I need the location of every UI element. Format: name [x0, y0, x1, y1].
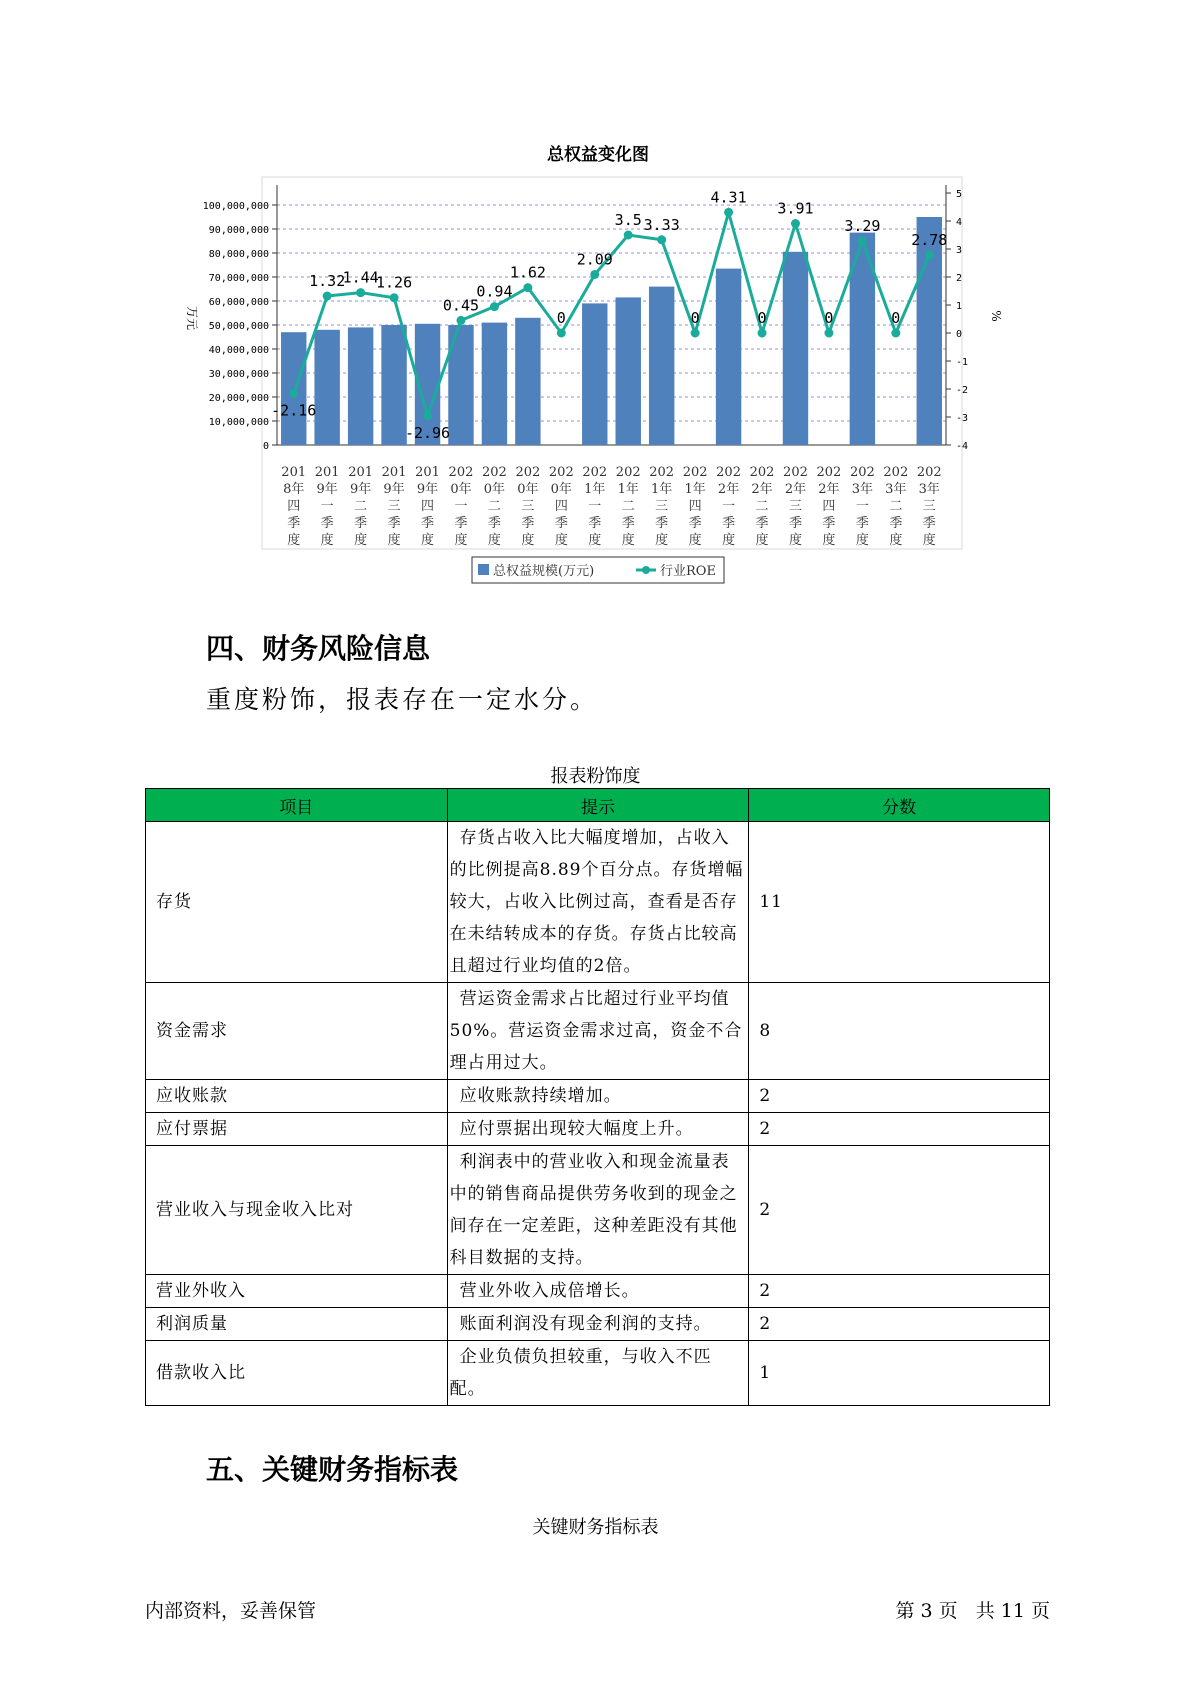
category-tick-label: 度	[855, 533, 869, 548]
row-score: 2	[749, 1113, 1050, 1146]
roe-point	[456, 316, 465, 325]
roe-data-label: 4.31	[710, 188, 747, 207]
roe-point	[423, 411, 432, 420]
category-tick-label: 季	[320, 516, 334, 531]
footer-page-number: 第 3 页 共 11 页	[895, 1600, 1050, 1622]
row-item: 存货	[146, 822, 448, 983]
category-tick-label: 202	[649, 465, 675, 480]
roe-point	[925, 251, 934, 260]
right-tick-label: -3	[956, 413, 969, 424]
left-tick-label: 90,000,000	[208, 225, 269, 236]
legend-bar-swatch	[478, 564, 489, 575]
left-tick-label: 80,000,000	[208, 249, 269, 260]
category-tick-label: 8年	[283, 482, 305, 497]
roe-point	[356, 288, 365, 297]
category-tick-label: 9年	[349, 482, 372, 497]
category-tick-label: 度	[889, 533, 903, 548]
category-tick-label: 度	[287, 533, 301, 548]
category-tick-label: 季	[655, 516, 669, 531]
roe-data-label: 1.26	[376, 273, 413, 292]
risk-table-header	[146, 789, 1050, 822]
category-tick-label: 9年	[383, 482, 405, 497]
roe-data-label: 0	[690, 309, 700, 327]
chart-title: 总权益变化图	[547, 145, 649, 165]
category-tick-label: 度	[755, 533, 769, 548]
category-tick-label: 季	[487, 516, 501, 531]
row-item: 应收账款	[146, 1080, 448, 1113]
row-hint: 营运资金需求占比超过行业平均值50%。营运资金需求过高，资金不合理占用过大。	[447, 983, 749, 1080]
legend-line-label: 行业ROE	[660, 564, 716, 579]
category-tick-label: 四	[421, 499, 435, 514]
row-score: 2	[749, 1308, 1050, 1341]
roe-data-label: -2.16	[271, 401, 317, 420]
category-tick-label: 四	[822, 499, 836, 514]
category-tick-label: 季	[855, 516, 869, 531]
category-tick-label: 1年	[651, 482, 673, 497]
table-row	[146, 1308, 1050, 1341]
row-score: 2	[749, 1275, 1050, 1308]
category-tick-label: 度	[320, 533, 334, 548]
category-tick-label: 度	[421, 533, 435, 548]
roe-point	[523, 283, 532, 292]
right-tick-label: 3	[956, 245, 963, 256]
category-tick-label: 201	[381, 465, 407, 480]
roe-data-label: -2.96	[404, 423, 451, 442]
bar	[716, 269, 741, 445]
left-tick-label: 20,000,000	[208, 393, 269, 404]
roe-data-label: 0	[824, 309, 834, 327]
category-tick-label: 季	[521, 516, 535, 531]
row-score: 1	[749, 1341, 1050, 1406]
category-tick-label: 季	[788, 516, 802, 531]
category-tick-label: 202	[783, 465, 808, 480]
risk-table-caption: 报表粉饰度	[550, 766, 641, 787]
category-tick-label: 3年	[851, 482, 874, 497]
roe-data-label: 3.91	[777, 199, 814, 218]
category-tick-label: 2年	[717, 482, 740, 497]
roe-point	[590, 270, 599, 279]
roe-data-label: 0.94	[476, 282, 513, 301]
right-tick-label: 0	[956, 329, 963, 340]
row-item: 营业外收入	[146, 1275, 448, 1308]
left-tick-label: 40,000,000	[208, 345, 269, 356]
section5-heading: 五、关键财务指标表	[206, 1453, 459, 1486]
category-tick-label: 季	[354, 516, 368, 531]
category-tick-label: 季	[922, 516, 936, 531]
left-tick-label: 100,000,000	[202, 201, 269, 212]
roe-point	[624, 231, 633, 240]
category-tick-label: 201	[281, 465, 307, 480]
roe-data-label: 1.62	[509, 263, 546, 282]
category-tick-label: 二	[487, 499, 501, 514]
category-tick-label: 201	[348, 465, 374, 480]
bar	[314, 330, 339, 445]
right-tick-label: 2	[956, 273, 963, 284]
category-tick-label: 度	[788, 533, 802, 548]
roe-point	[758, 329, 767, 338]
equity-chart	[0, 0, 1191, 600]
bar	[482, 323, 507, 445]
category-tick-label: 202	[849, 465, 875, 480]
roe-data-label: 1.32	[309, 272, 346, 291]
category-tick-label: 三	[387, 499, 401, 514]
category-tick-label: 季	[688, 516, 702, 531]
category-tick-label: 三	[655, 499, 669, 514]
category-tick-label: 季	[554, 516, 568, 531]
roe-data-label: 3.29	[844, 216, 881, 235]
row-hint: 存货占收入比大幅度增加，占收入的比例提高8.89个百分点。存货增幅较大，占收入比例过高，查看是否存在未结转成本的存货。存货占比较高且超过行业均值的2倍。	[447, 822, 749, 983]
roe-point	[289, 389, 298, 398]
row-hint: 企业负债负担较重，与收入不匹配。	[447, 1341, 749, 1406]
table-row	[146, 1341, 1050, 1406]
category-tick-label: 202	[515, 465, 541, 480]
category-tick-label: 2年	[784, 482, 807, 497]
category-tick-label: 季	[722, 516, 736, 531]
table-row	[146, 1080, 1050, 1113]
roe-data-label: 0	[891, 309, 901, 327]
row-item: 借款收入比	[146, 1341, 448, 1406]
category-tick-label: 一	[722, 499, 736, 514]
category-tick-label: 二	[755, 499, 769, 514]
roe-point	[657, 235, 666, 244]
category-tick-label: 202	[448, 465, 474, 480]
bar	[381, 325, 406, 445]
row-hint: 应付票据出现较大幅度上升。	[447, 1113, 749, 1146]
right-tick-label: 5	[956, 189, 963, 200]
category-tick-label: 二	[621, 499, 635, 514]
roe-point	[557, 329, 566, 338]
category-tick-label: 三	[922, 499, 936, 514]
roe-data-label: 1.44	[342, 268, 379, 287]
row-hint: 应收账款持续增加。	[447, 1080, 749, 1113]
right-tick-label: 1	[956, 301, 963, 312]
category-tick-label: 0年	[450, 482, 472, 497]
table-row	[146, 1113, 1050, 1146]
row-item: 应付票据	[146, 1113, 448, 1146]
category-tick-label: 202	[548, 465, 574, 480]
category-tick-label: 度	[588, 533, 602, 548]
left-axis-title: 万元	[185, 305, 199, 331]
row-item: 营业收入与现金收入比对	[146, 1146, 448, 1275]
roe-point	[390, 293, 399, 302]
category-tick-label: 度	[454, 533, 468, 548]
bar	[582, 303, 607, 445]
left-tick-label: 50,000,000	[208, 321, 269, 332]
bar	[281, 332, 306, 445]
category-tick-label: 9年	[416, 482, 439, 497]
roe-point	[490, 302, 499, 311]
table-row	[146, 1146, 1050, 1275]
category-tick-label: 三	[521, 499, 535, 514]
bar	[616, 297, 641, 445]
row-score: 11	[749, 822, 1050, 983]
row-item: 资金需求	[146, 983, 448, 1080]
roe-point	[691, 329, 700, 338]
table-row	[146, 822, 1050, 983]
category-tick-label: 四	[554, 499, 568, 514]
roe-point	[824, 329, 833, 338]
category-tick-label: 度	[922, 533, 936, 548]
table-row	[146, 983, 1050, 1080]
row-hint: 账面利润没有现金利润的支持。	[447, 1308, 749, 1341]
category-tick-label: 202	[716, 465, 741, 480]
category-tick-label: 2年	[818, 482, 840, 497]
category-tick-label: 度	[487, 533, 501, 548]
roe-data-label: 0	[757, 309, 767, 327]
footer-left: 内部资料，妥善保管	[145, 1600, 317, 1622]
category-tick-label: 202	[682, 465, 708, 480]
category-tick-label: 季	[454, 516, 468, 531]
right-tick-label: -1	[956, 357, 969, 368]
right-axis-title: %	[989, 310, 1003, 322]
category-tick-label: 季	[421, 516, 435, 531]
category-tick-label: 9年	[316, 482, 338, 497]
roe-data-label: 3.33	[643, 215, 680, 234]
category-tick-label: 1年	[584, 482, 606, 497]
section4-heading: 四、财务风险信息	[206, 632, 431, 665]
left-tick-label: 10,000,000	[208, 417, 269, 428]
category-tick-label: 0年	[517, 482, 539, 497]
left-tick-label: 60,000,000	[208, 297, 269, 308]
header-hint: 提示	[447, 789, 749, 822]
category-tick-label: 202	[482, 465, 507, 480]
category-tick-label: 一	[454, 499, 468, 514]
row-score: 8	[749, 983, 1050, 1080]
category-tick-label: 度	[822, 533, 836, 548]
category-tick-label: 季	[889, 516, 903, 531]
category-tick-label: 202	[749, 465, 775, 480]
category-tick-label: 201	[415, 465, 440, 480]
category-tick-label: 季	[755, 516, 769, 531]
roe-data-label: 3.5	[614, 211, 642, 229]
category-tick-label: 度	[554, 533, 568, 548]
bar	[515, 318, 540, 445]
category-tick-label: 202	[615, 465, 641, 480]
header-item: 项目	[146, 789, 448, 822]
roe-data-label: 0	[556, 309, 566, 327]
category-tick-label: 3年	[918, 482, 940, 497]
category-tick-label: 度	[621, 533, 635, 548]
category-tick-label: 0年	[483, 482, 506, 497]
left-tick-label: 70,000,000	[208, 273, 269, 284]
category-tick-label: 四	[688, 499, 702, 514]
key-table-caption: 关键财务指标表	[532, 1517, 659, 1538]
category-tick-label: 0年	[550, 482, 572, 497]
category-tick-label: 度	[688, 533, 702, 548]
category-tick-label: 一	[588, 499, 602, 514]
legend-bar-label: 总权益规模(万元)	[493, 564, 595, 579]
category-tick-label: 201	[314, 465, 340, 480]
right-tick-label: 4	[956, 217, 963, 228]
roe-point	[891, 329, 900, 338]
category-tick-label: 度	[655, 533, 669, 548]
row-hint: 营业外收入成倍增长。	[447, 1275, 749, 1308]
roe-data-label: 2.09	[576, 250, 613, 269]
row-item: 利润质量	[146, 1308, 448, 1341]
category-tick-label: 度	[387, 533, 401, 548]
row-score: 2	[749, 1146, 1050, 1275]
roe-point	[323, 292, 332, 301]
category-tick-label: 二	[889, 499, 903, 514]
category-tick-label: 季	[588, 516, 602, 531]
risk-table	[145, 788, 1050, 1406]
row-score: 2	[749, 1080, 1050, 1113]
category-tick-label: 度	[354, 533, 368, 548]
category-tick-label: 一	[320, 499, 334, 514]
category-tick-label: 202	[582, 465, 608, 480]
category-tick-label: 季	[287, 516, 301, 531]
roe-data-label: 0.45	[442, 296, 480, 315]
category-tick-label: 1年	[617, 482, 639, 497]
category-tick-label: 度	[722, 533, 736, 548]
category-tick-label: 2年	[751, 482, 773, 497]
roe-point	[858, 236, 867, 245]
header-score: 分数	[749, 789, 1050, 822]
roe-data-label: 2.78	[911, 231, 948, 250]
roe-point	[791, 219, 800, 228]
roe-point	[724, 208, 733, 217]
category-tick-label: 202	[883, 465, 909, 480]
right-tick-label: -2	[956, 385, 969, 396]
table-row	[146, 1275, 1050, 1308]
category-tick-label: 季	[387, 516, 401, 531]
category-tick-label: 一	[855, 499, 869, 514]
category-tick-label: 202	[816, 465, 842, 480]
category-tick-label: 度	[521, 533, 535, 548]
risk-summary: 重度粉饰，报表存在一定水分。	[206, 685, 599, 714]
left-tick-label: 30,000,000	[208, 369, 269, 380]
category-tick-label: 四	[287, 499, 301, 514]
category-tick-label: 1年	[684, 482, 706, 497]
category-tick-label: 二	[354, 499, 368, 514]
left-tick-label: 0	[262, 441, 269, 452]
bar	[649, 287, 674, 445]
category-tick-label: 3年	[885, 482, 907, 497]
category-tick-label: 季	[621, 516, 635, 531]
row-hint: 利润表中的营业收入和现金流量表中的销售商品提供劳务收到的现金之间存在一定差距，这种差距没有其他科目数据的支持。	[447, 1146, 749, 1275]
right-tick-label: -4	[956, 441, 969, 452]
category-tick-label: 202	[916, 465, 942, 480]
bar	[348, 327, 373, 445]
bar	[783, 252, 808, 445]
legend-line-marker	[642, 566, 650, 574]
category-tick-label: 三	[788, 499, 802, 514]
category-tick-label: 季	[822, 516, 836, 531]
